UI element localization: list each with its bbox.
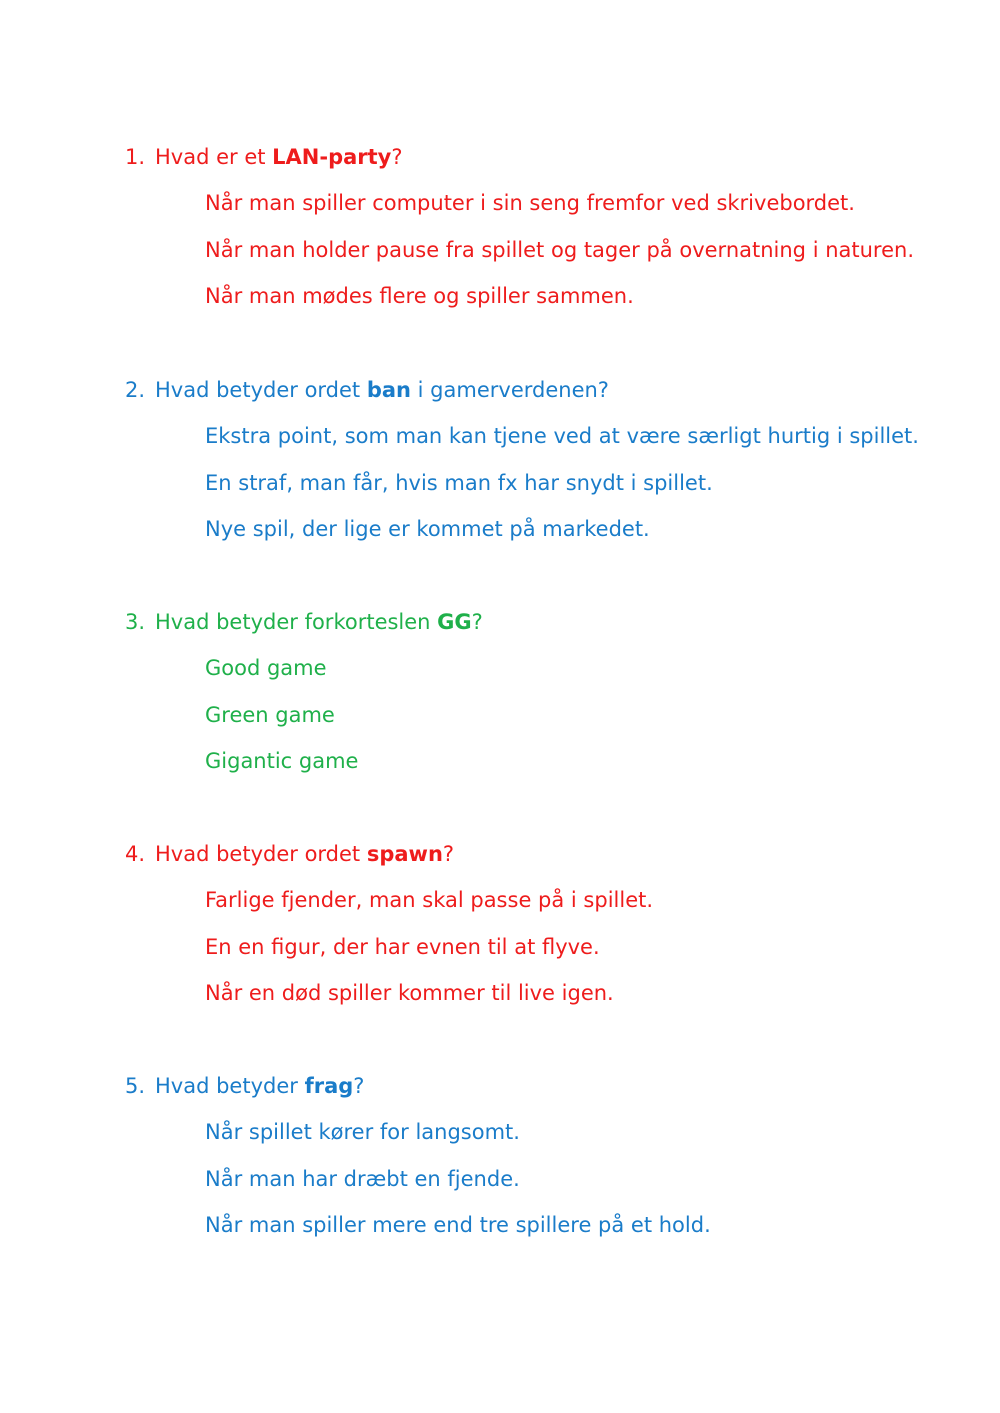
answer-option[interactable]: Når man har dræbt en fjende. — [205, 1167, 520, 1191]
question-text — [125, 142, 403, 172]
question-suffix: ? — [442, 842, 455, 866]
question-suffix: ? — [471, 610, 483, 634]
question-prefix: Hvad betyder ordet — [155, 842, 367, 866]
question-prefix: Hvad er et — [155, 145, 273, 169]
question-text — [125, 375, 609, 405]
question-text — [125, 607, 483, 637]
question-prefix: Hvad betyder forkorteslen — [155, 610, 438, 634]
question-text — [125, 839, 454, 869]
answer-option[interactable]: Ekstra point, som man kan tjene ved at være særligt hurtig i spillet. — [205, 424, 919, 448]
question-term: spawn — [366, 842, 443, 866]
question-term: GG — [437, 610, 472, 634]
question-suffix: i gamerverdenen? — [411, 378, 609, 402]
answer-option[interactable]: Good game — [205, 656, 327, 680]
answer-option[interactable]: Farlige fjender, man skal passe på i spillet. — [205, 888, 654, 912]
question-term: ban — [366, 378, 411, 402]
answer-option[interactable]: En en figur, der har evnen til at flyve. — [205, 935, 600, 959]
question-suffix: ? — [391, 145, 403, 169]
question-prefix: Hvad betyder ordet — [155, 378, 367, 402]
question-term: LAN-party — [272, 145, 392, 169]
question-number: 1. — [125, 145, 146, 169]
question-number: 3. — [125, 610, 146, 634]
answer-option[interactable]: Gigantic game — [205, 749, 359, 773]
question-text — [125, 1071, 364, 1101]
answer-option[interactable]: Nye spil, der lige er kommet på markedet. — [205, 517, 650, 541]
question-number: 5. — [125, 1074, 146, 1098]
answer-option[interactable]: Når man mødes flere og spiller sammen. — [205, 284, 634, 308]
question-number: 2. — [125, 378, 146, 402]
answer-option[interactable]: Når en død spiller kommer til live igen. — [205, 981, 614, 1005]
question-term: frag — [304, 1074, 354, 1098]
answer-option[interactable]: En straf, man får, hvis man fx har snydt i spillet. — [205, 471, 713, 495]
answer-option[interactable]: Når spillet kører for langsomt. — [205, 1120, 520, 1144]
question-prefix: Hvad betyder — [155, 1074, 305, 1098]
question-suffix: ? — [353, 1074, 365, 1098]
answer-option[interactable]: Green game — [205, 703, 335, 727]
question-number: 4. — [125, 842, 146, 866]
answer-option[interactable]: Når man holder pause fra spillet og tager på overnatning i naturen. — [205, 238, 914, 262]
answer-option[interactable]: Når man spiller computer i sin seng fremfor ved skrivebordet. — [205, 191, 855, 215]
answer-option[interactable]: Når man spiller mere end tre spillere på et hold. — [205, 1213, 711, 1237]
